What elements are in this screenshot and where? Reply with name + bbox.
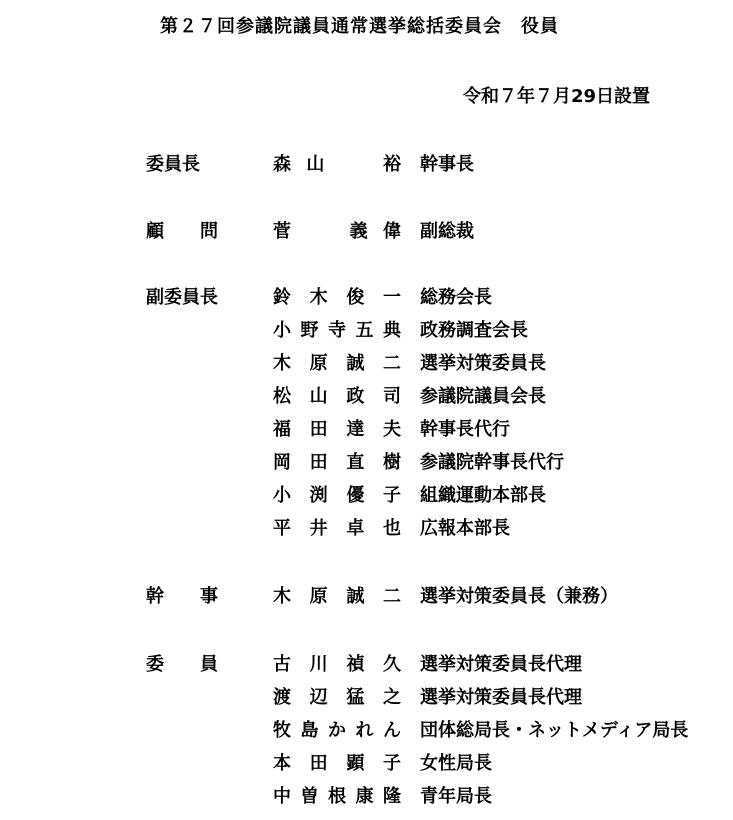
member-row — [0, 349, 733, 382]
name-char: 久 — [382, 654, 401, 675]
document-title: 第２７回参議院議員通常選挙総括委員会 役員 — [160, 16, 559, 37]
member-row — [0, 683, 733, 716]
member-row — [0, 749, 733, 782]
name-char: 野 — [300, 320, 319, 341]
name-char: 子 — [382, 753, 401, 774]
member-name — [273, 217, 401, 243]
role-label: 副委員長 — [146, 287, 218, 308]
member-row — [0, 650, 733, 683]
member-row — [0, 448, 733, 481]
name-char: 小 — [273, 485, 291, 506]
member-position: 青年局長 — [420, 786, 492, 807]
member-position: 幹事長 — [420, 154, 474, 175]
name-char: 牧 — [273, 720, 291, 741]
member-name — [273, 650, 401, 676]
member-name — [273, 782, 401, 808]
member-position: 幹事長代行 — [420, 419, 510, 440]
name-char: 五 — [355, 320, 374, 341]
member-position: 参議院幹事長代行 — [420, 452, 564, 473]
member-position: 選挙対策委員長代理 — [420, 687, 582, 708]
name-char: 隆 — [383, 786, 401, 807]
name-char: 猛 — [346, 687, 365, 708]
member-position: 総務会長 — [420, 287, 492, 308]
name-char: 渕 — [309, 485, 328, 506]
name-char: 康 — [355, 786, 374, 807]
member-row — [0, 582, 733, 615]
name-char: 本 — [273, 753, 291, 774]
name-char: 平 — [273, 518, 291, 539]
member-position: 参議院議員会長 — [420, 386, 546, 407]
role-label: 幹 事 — [146, 586, 218, 607]
name-char: 禎 — [346, 654, 365, 675]
name-char: 寺 — [328, 320, 346, 341]
member-position: 組織運動本部長 — [420, 485, 546, 506]
name-char: 古 — [273, 654, 291, 675]
name-char: 政 — [346, 386, 365, 407]
member-row — [0, 716, 733, 749]
member-name — [273, 716, 401, 742]
member-name — [273, 349, 401, 375]
name-char: 顕 — [346, 753, 365, 774]
member-row — [0, 481, 733, 514]
name-char: 渡 — [273, 687, 291, 708]
name-char: 小 — [273, 320, 291, 341]
member-name — [273, 316, 401, 342]
name-char: 鈴 — [273, 287, 291, 308]
name-char: ん — [383, 720, 401, 741]
member-position: 広報本部長 — [420, 518, 510, 539]
name-char: 裕 — [383, 154, 401, 175]
name-char — [328, 217, 334, 243]
name-char: 田 — [309, 753, 328, 774]
member-name — [273, 283, 401, 309]
role-label: 委員長 — [146, 154, 200, 175]
member-name — [273, 582, 401, 608]
name-char: 中 — [273, 786, 291, 807]
name-char — [340, 150, 346, 176]
name-char — [361, 150, 367, 176]
member-row — [0, 782, 733, 815]
member-name — [273, 481, 401, 507]
member-name — [273, 150, 401, 176]
name-char: 辺 — [309, 687, 328, 708]
section-members — [0, 650, 733, 815]
member-row — [0, 316, 733, 349]
name-char: 福 — [273, 419, 291, 440]
member-row — [0, 217, 733, 250]
name-char: 達 — [346, 419, 365, 440]
member-name — [273, 749, 401, 775]
name-char: 也 — [382, 518, 401, 539]
name-char: 樹 — [382, 452, 401, 473]
name-char: 田 — [309, 419, 328, 440]
name-char: 夫 — [382, 419, 401, 440]
name-char: 井 — [309, 518, 328, 539]
member-row — [0, 382, 733, 415]
name-char: か — [328, 720, 346, 741]
member-position: 女性局長 — [420, 753, 492, 774]
name-char: 木 — [273, 353, 291, 374]
name-char: 菅 — [273, 221, 291, 242]
member-name — [273, 382, 401, 408]
section-chairman — [0, 150, 733, 183]
name-char: 木 — [309, 287, 328, 308]
name-char: 二 — [382, 586, 401, 607]
name-char: 岡 — [273, 452, 291, 473]
section-secretary — [0, 582, 733, 615]
name-char: 田 — [309, 452, 328, 473]
member-row — [0, 415, 733, 448]
role-label: 委 員 — [146, 654, 218, 675]
section-advisor — [0, 217, 733, 250]
name-char: 山 — [309, 386, 328, 407]
member-name — [273, 514, 401, 540]
name-char: 山 — [306, 154, 325, 175]
name-char: 司 — [382, 386, 401, 407]
member-name — [273, 448, 401, 474]
name-char: 原 — [309, 586, 328, 607]
name-char: 義 — [349, 221, 368, 242]
name-char: 曽 — [300, 786, 319, 807]
name-char: 誠 — [346, 586, 365, 607]
name-char: 川 — [309, 654, 328, 675]
member-name — [273, 683, 401, 709]
member-position: 政務調査会長 — [420, 320, 528, 341]
name-char: 之 — [382, 687, 401, 708]
name-char: 直 — [346, 452, 365, 473]
name-char: 根 — [328, 786, 346, 807]
name-char: 松 — [273, 386, 291, 407]
name-char: 俊 — [346, 287, 365, 308]
name-char: 優 — [346, 485, 365, 506]
name-char: 子 — [382, 485, 401, 506]
name-char — [306, 217, 312, 243]
member-row — [0, 150, 733, 183]
name-char: 島 — [300, 720, 319, 741]
name-char: 卓 — [346, 518, 365, 539]
member-row — [0, 283, 733, 316]
member-position: 選挙対策委員長代理 — [420, 654, 582, 675]
name-char: 典 — [383, 320, 401, 341]
member-position: 団体総局長・ネットメディア局長 — [420, 720, 689, 741]
member-name — [273, 415, 401, 441]
member-row — [0, 514, 733, 547]
role-label: 顧 問 — [146, 221, 218, 242]
name-char: 森 — [273, 154, 291, 175]
name-char: 一 — [382, 287, 401, 308]
section-vice-chairmen — [0, 283, 733, 547]
name-char: 二 — [382, 353, 401, 374]
name-char: れ — [355, 720, 374, 741]
member-position: 選挙対策委員長（兼務） — [420, 586, 618, 607]
name-char: 偉 — [383, 221, 401, 242]
member-position: 副総裁 — [420, 221, 474, 242]
name-char: 木 — [273, 586, 291, 607]
name-char: 原 — [309, 353, 328, 374]
member-position: 選挙対策委員長 — [420, 353, 546, 374]
name-char: 誠 — [346, 353, 365, 374]
established-date: 令和７年７月29日設置 — [463, 86, 651, 107]
